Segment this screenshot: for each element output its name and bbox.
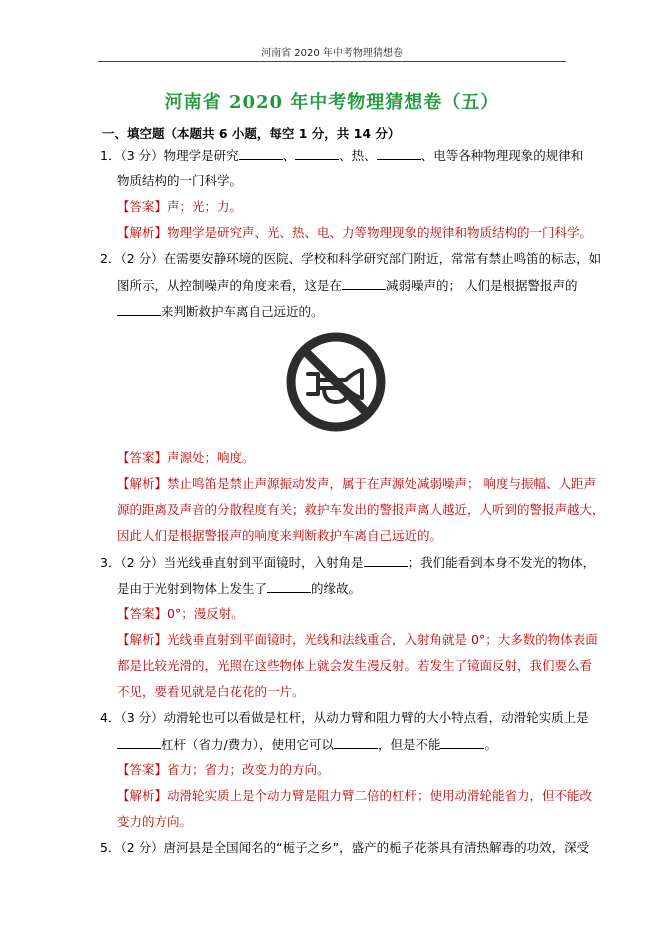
page-title: 河南省 2020 年中考物理猜想卷（五）: [164, 92, 500, 113]
q4-answer: 【答案】省力；省力；改变力的方向。: [117, 762, 330, 777]
q3-analysis-2: 都是比较光滑的，光照在这些物体上就会发生漫反射。若发生了镜面反射，我们要么看: [117, 658, 593, 673]
q3-answer: 【答案】0°；漫反射。: [117, 606, 244, 621]
q2-analysis-2: 源的距离及声音的分散程度有关；救护车发出的警报声离人越近，人听到的警报声越大，: [117, 502, 605, 517]
header-rule: [98, 61, 566, 62]
q4-line-2: 杠杆（省力/费力），使用它可以 ，但是不能 。: [117, 736, 497, 753]
q2-analysis-3: 因此人们是根据警报声的响度来判断救护车离自己远近的。: [117, 528, 443, 543]
q1-blank-1: [239, 147, 283, 160]
q4-analysis-2: 变力的方向。: [117, 814, 193, 829]
q3-analysis-3: 不见，要看见就是白花花的一片。: [117, 684, 305, 699]
q3-blank-2: [267, 580, 311, 593]
page-header: 河南省 2020 年中考物理猜想卷: [261, 48, 403, 59]
q3-line-2: 是由于光射到物体上发生了 的缘故。: [117, 581, 362, 596]
q1-blank-2: [295, 147, 339, 160]
q1-line-2: 物质结构的一门科学。: [117, 173, 243, 188]
q2-line-1: 2．（2 分）在需要安静环境的医院、学校和科学研究部门附近，常常有禁止鸣笛的标志，如: [100, 251, 602, 266]
no-honking-sign-icon: [284, 330, 388, 434]
section-heading: 一、填空题（本题共 6 小题，每空 1 分，共 14 分）: [102, 126, 401, 141]
q2-blank-1: [342, 277, 386, 290]
q3-blank-1: [364, 554, 408, 567]
q1-blank-3: [377, 147, 421, 160]
q2-analysis-1: 【解析】禁止鸣笛是禁止声源振动发声，属于在声源处减弱噪声； 响度与振幅、人距声: [117, 476, 596, 491]
q2-line-2: 图所示，从控制噪声的角度来看，这是在 减弱噪声的； 人们是根据警报声的: [117, 278, 578, 293]
q3-line-1: 3．（2 分）当光线垂直射到平面镜时，入射角是 ；我们能看到本身不发光的物体，: [100, 555, 596, 570]
q4-blank-3: [440, 736, 484, 749]
q5-line-1: 5．（2 分）唐河县是全国闻名的“栀子之乡”，盛产的栀子花茶具有清热解毒的功效，深受: [100, 840, 590, 855]
q2-blank-2: [117, 303, 161, 316]
q4-analysis-1: 【解析】动滑轮实质上是个动力臂是阻力臂二倍的杠杆；使用动滑轮能省力，但不能改: [117, 788, 593, 803]
q4-line-1: 4．（3 分）动滑轮也可以看做是杠杆，从动力臂和阻力臂的大小特点看，动滑轮实质上是: [100, 710, 589, 725]
q2-line-3: 来判断救护车离自己远近的。: [117, 303, 324, 320]
q4-blank-2: [334, 736, 378, 749]
q4-blank-1: [117, 736, 161, 749]
q1-analysis: 【解析】物理学是研究声、光、热、电、力等物理现象的规律和物质结构的一门科学。: [117, 225, 593, 240]
q3-analysis-1: 【解析】光线垂直射到平面镜时，光线和法线重合，入射角就是 0°；大多数的物体表面: [117, 632, 598, 647]
q1-answer: 【答案】声；光；力。: [117, 199, 243, 214]
q2-answer: 【答案】声源处；响度。: [117, 450, 255, 465]
q1-line-1: 1．（3 分）物理学是研究 、 、热、 、电等各种物理现象的规律和: [100, 148, 584, 163]
